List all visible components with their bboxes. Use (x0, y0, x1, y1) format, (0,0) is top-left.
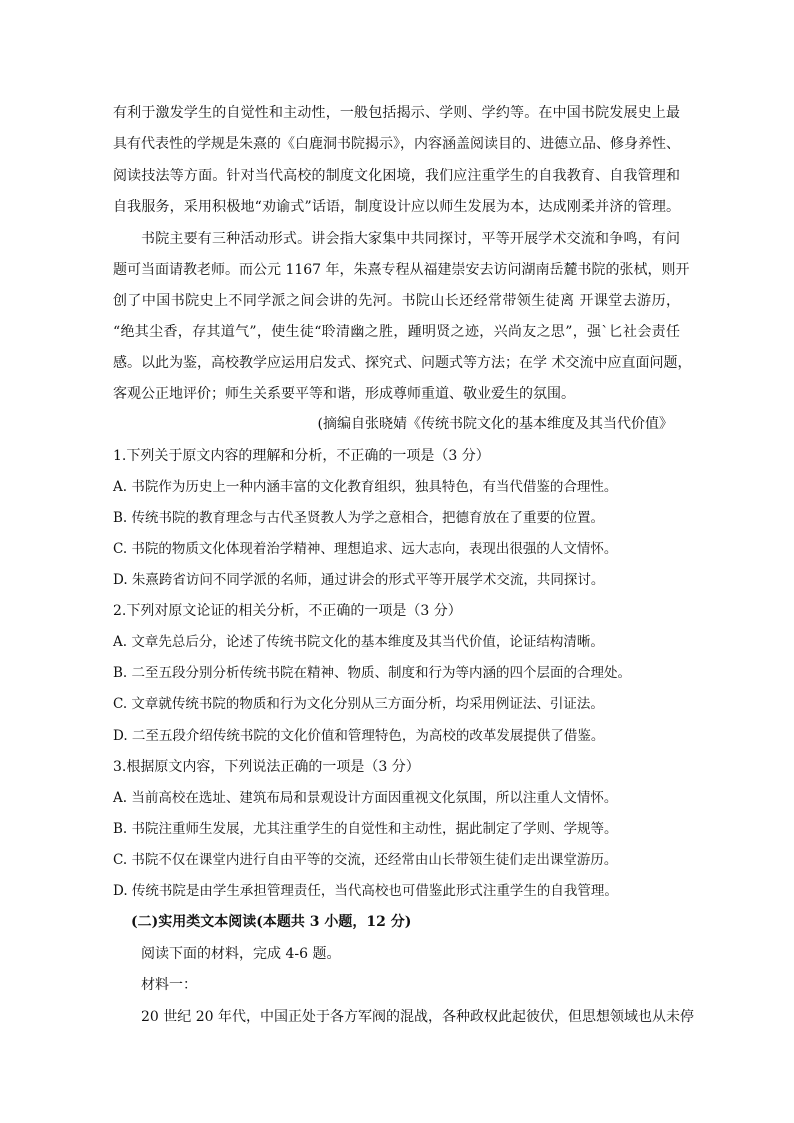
option-b: B. 二至五段分别分析传统书院在精神、物质、制度和行为等内涵的四个层面的合理处。 (113, 665, 632, 681)
paragraph-line: 感。以此为鉴，高校教学应运用启发式、探究式、问题式等方法；在学 术交流中应直面问题， (113, 355, 692, 371)
paragraph-line: 创了中国书院史上不同学派之间会讲的先河。书院山长还经常带领生徒离 开课堂去游历， (113, 293, 680, 309)
material-first-line: 20 世纪 20 年代，中国正处于各方军阀的混战，各种政权此起彼伏，但思想领域也从未停 (141, 1009, 694, 1025)
option-c: C. 书院的物质文化体现着治学精神、理想追求、远大志向，表现出很强的人文情怀。 (113, 541, 618, 557)
paragraph-line: 自我服务，采用积极地“劝谕式”话语，制度设计应以师生发展为本，达成刚柔并济的管理。 (113, 199, 680, 215)
option-a: A. 书院作为历史上一种内涵丰富的文化教育组织，独具特色，有当代借鉴的合理性。 (113, 479, 618, 495)
material-label: 材料一： (141, 977, 197, 993)
section-title: (二)实用类文本阅读(本题共 3 小题，12 分) (131, 914, 412, 930)
source-citation: (摘编自张晓婧《传统书院文化的基本维度及其当代价值》 (317, 416, 673, 432)
paragraph-line: 有利于激发学生的自觉性和主动性，一般包括揭示、学则、学约等。在中国书院发展史上最 (113, 105, 680, 121)
option-d: D. 二至五段介绍传统书院的文化价值和管理特色，为高校的改革发展提供了借鉴。 (113, 728, 605, 744)
paragraph-line: 题可当面请教老师。而公元 1167 年，朱熹专程从福建崇安去访问湖南岳麓书院的张栻，则开 (113, 262, 690, 278)
paragraph-line: 客观公正地评价；师生关系要平等和谐，形成尊师重道、敬业爱生的氛围。 (113, 386, 575, 402)
option-b: B. 传统书院的教育理念与古代圣贤教人为学之意相合，把德育放在了重要的位置。 (113, 510, 605, 526)
option-a: A. 当前高校在选址、建筑布局和景观设计方面因重视文化氛围，所以注重人文情怀。 (113, 790, 618, 806)
question-stem: 2.下列对原文论证的相关分析，不正确的一项是（3 分） (113, 603, 462, 619)
option-d: D. 传统书院是由学生承担管理责任，当代高校也可借鉴此形式注重学生的自我管理。 (113, 883, 618, 899)
option-d: D. 朱熹跨省访问不同学派的名师，通过讲会的形式平等开展学术交流，共同探讨。 (113, 572, 605, 588)
section-instruction: 阅读下面的材料，完成 4-6 题。 (141, 946, 341, 962)
option-c: C. 文章就传统书院的物质和行为文化分别从三方面分析，均采用例证法、引证法。 (113, 696, 604, 712)
paragraph-line: 具有代表性的学规是朱熹的《白鹿洞书院揭示》，内容涵盖阅读目的、进德立品、修身养性、 (113, 136, 680, 152)
option-c: C. 书院不仅在课堂内进行自由平等的交流，还经常由山长带领生徒们走出课堂游历。 (113, 852, 618, 868)
option-b: B. 书院注重师生发展，尤其注重学生的自觉性和主动性，据此制定了学则、学规等。 (113, 821, 618, 837)
question-stem: 1.下列关于原文内容的理解和分析，不正确的一项是（3 分） (113, 448, 490, 464)
paragraph-line: 阅读技法等方面。针对当代高校的制度文化困境，我们应注重学生的自我教育、自我管理和 (113, 168, 680, 184)
paragraph-line: 书院主要有三种活动形式。讲会指大家集中共同探讨，平等开展学术交流和争鸣，有问 (141, 231, 680, 247)
option-a: A. 文章先总后分，论述了传统书院文化的基本维度及其当代价值，论证结构清晰。 (113, 634, 604, 650)
question-stem: 3.根据原文内容，下列说法正确的一项是（3 分） (113, 759, 420, 775)
paragraph-line: “绝其尘香，存其道气”，使生徒“聆清幽之胜，踵明贤之迹，兴尚友之思”，强`匕社会责任 (113, 324, 680, 340)
